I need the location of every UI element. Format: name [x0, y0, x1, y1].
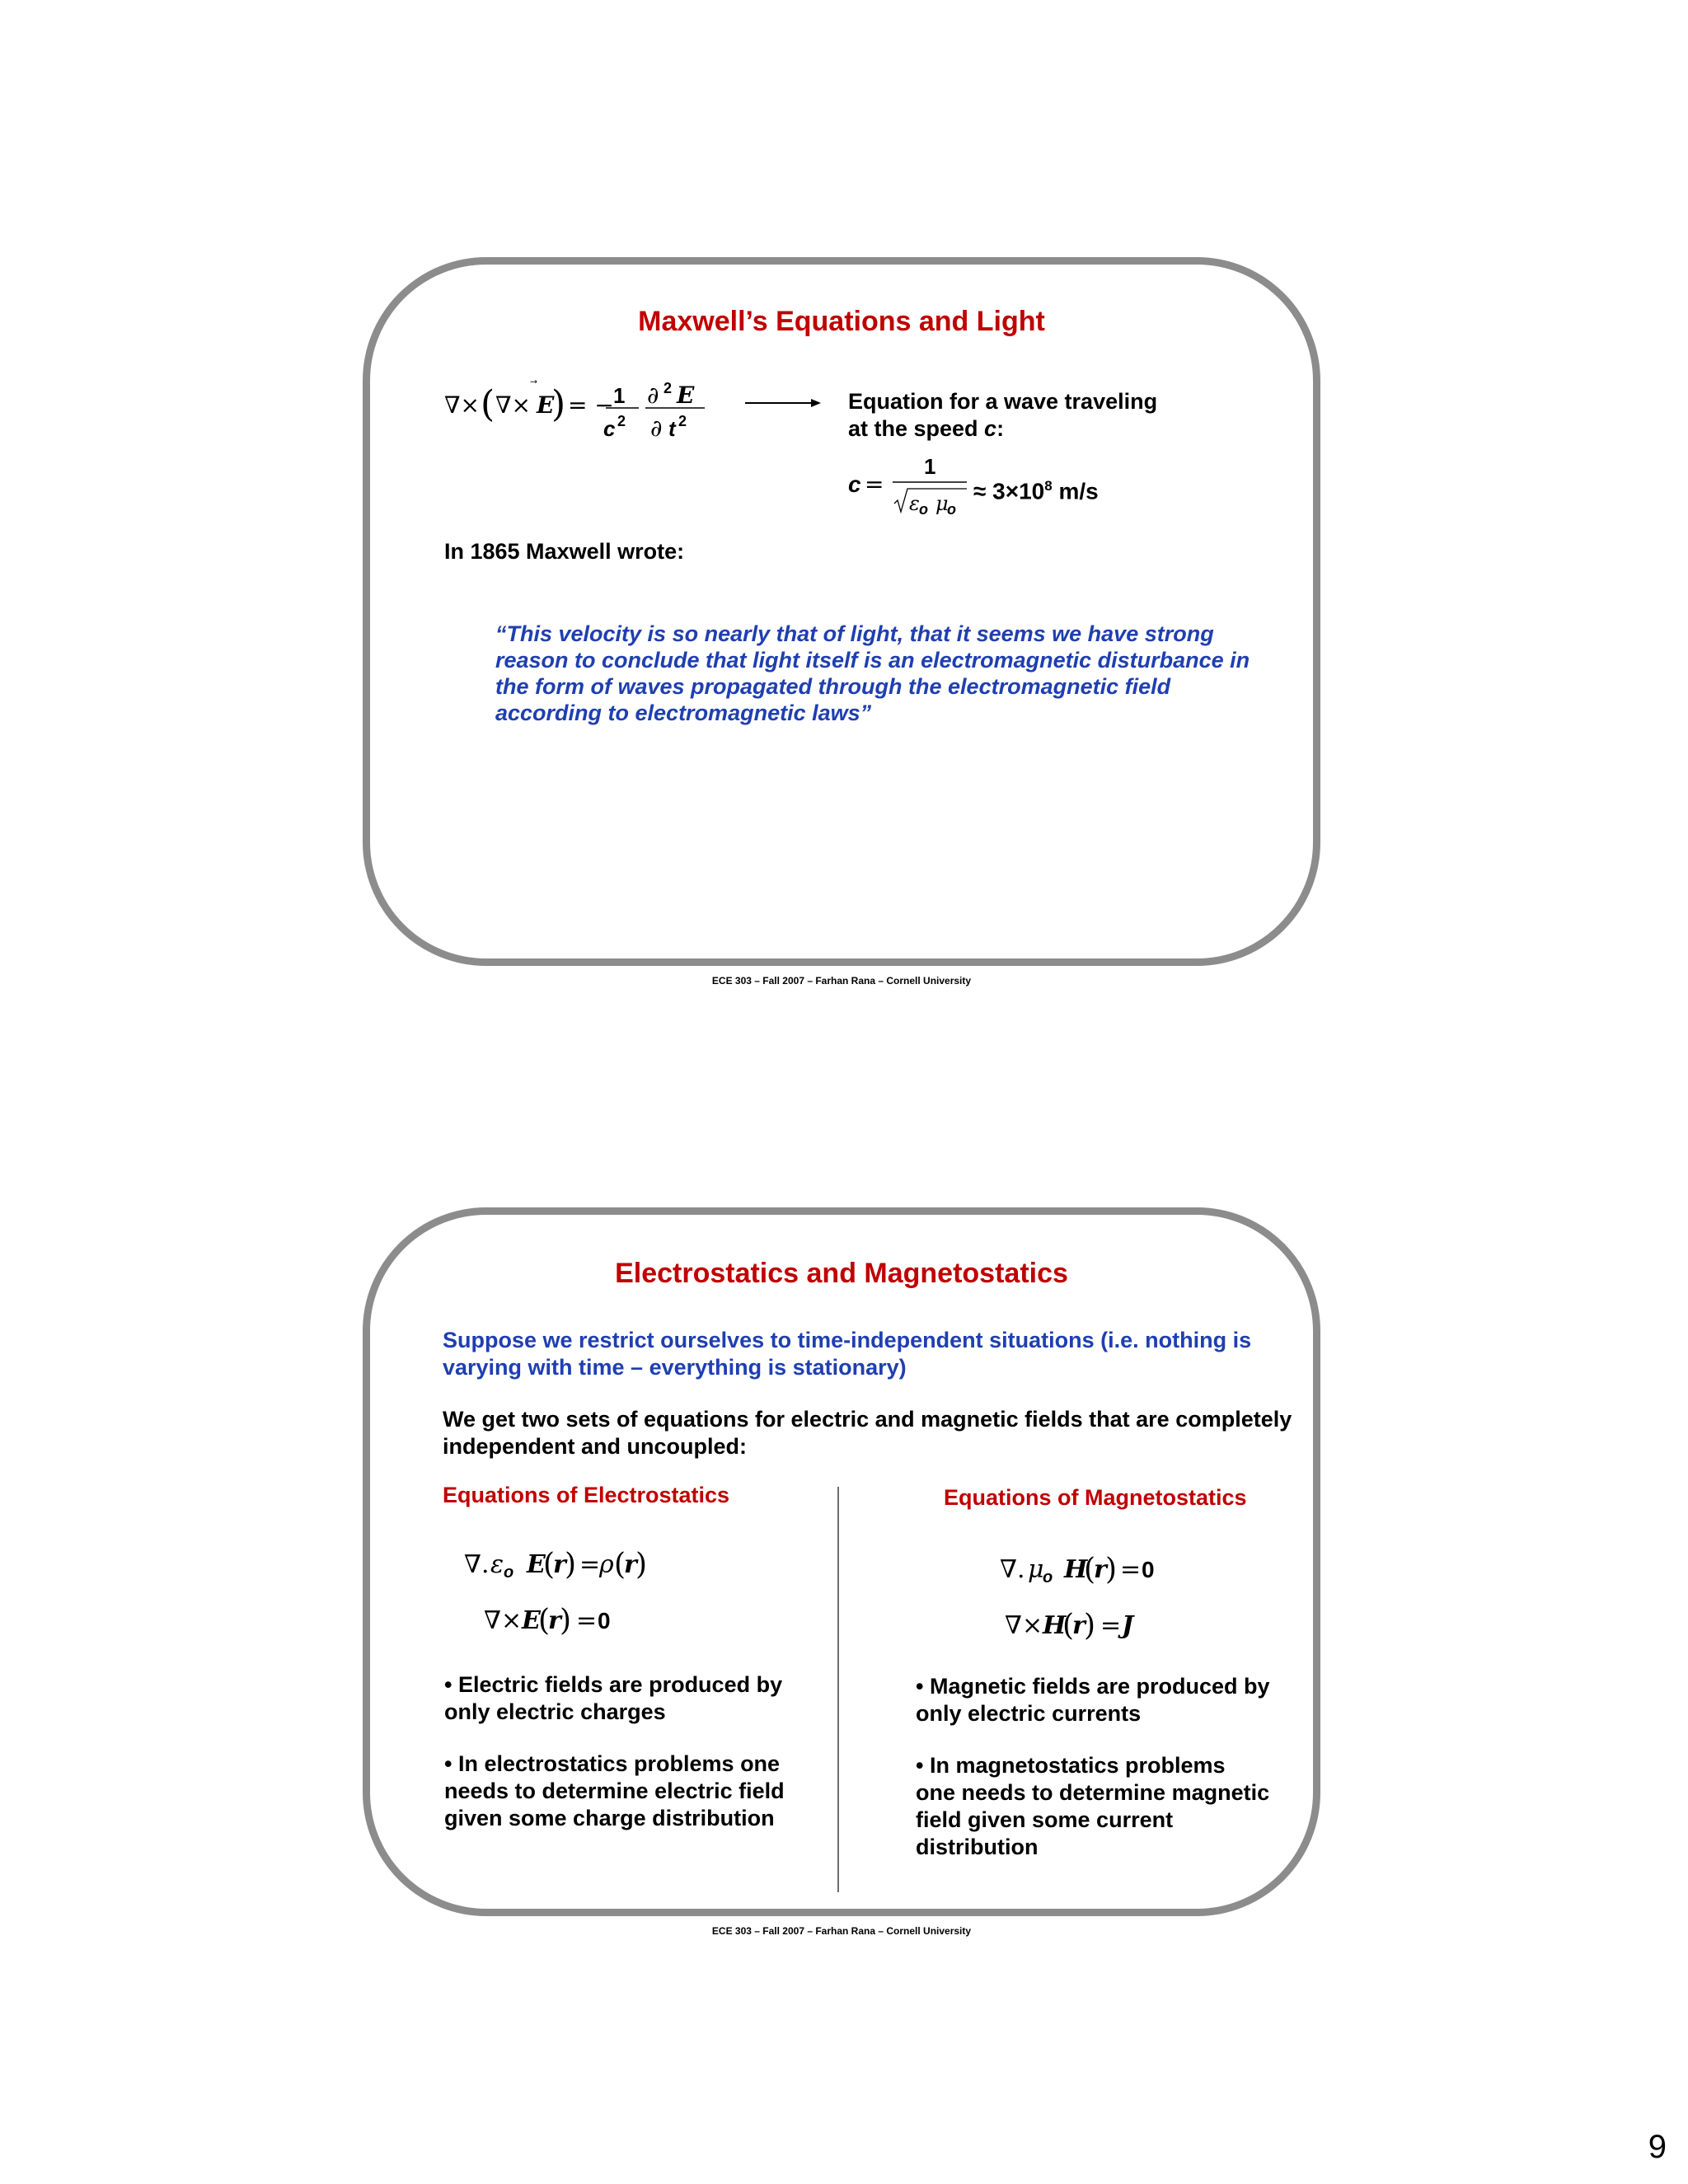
list-item: • Electric fields are produced by only electric charges [444, 1672, 783, 1724]
svg-text:=: = [579, 1550, 601, 1579]
svg-text:⃗ [530, 380, 537, 383]
list-item: • Magnetic fields are produced by only electric currents [916, 1674, 1270, 1726]
page-number: 9 [1648, 2129, 1667, 2165]
svg-text:∇×: ∇× [444, 391, 481, 419]
intro-black: We get two sets of equations for electric and magnetic fields that are completely independent and uncoupled: [443, 1407, 1292, 1459]
magnetostatics-bullets [916, 1673, 1270, 1861]
svg-text:∇×: ∇× [484, 1606, 523, 1635]
svg-text:=: = [865, 471, 884, 498]
svg-text:∇×: ∇× [1005, 1611, 1043, 1640]
slide-footer: ECE 303 – Fall 2007 – Farhan Rana – Cornell University [711, 975, 972, 987]
svg-text:): ) [635, 1548, 648, 1582]
electrostatics-heading: Equations of Electrostatics [443, 1483, 730, 1507]
svg-text:ρ: ρ [599, 1550, 614, 1579]
svg-text:=: = [576, 1606, 598, 1635]
svg-text:o: o [947, 501, 956, 518]
svg-text:∂: ∂ [650, 415, 663, 442]
svg-text:ε: ε [490, 1550, 504, 1579]
maxwell-quote: “This velocity is so nearly that of light, that it seems we have strong reason to conclude that light itself is an electromagnetic disturbance in the form of waves propagated through the electromagnetic field according to electromagnetic laws” [495, 621, 1250, 725]
slide-electro-magnetostatics [363, 1207, 1320, 1916]
svg-text:∂: ∂ [647, 382, 659, 409]
svg-text:∇.: ∇. [1000, 1555, 1025, 1584]
svg-text:1: 1 [613, 383, 626, 408]
svg-text:): ) [551, 383, 566, 425]
svg-text:μ: μ [1028, 1555, 1044, 1584]
svg-text:∇×: ∇× [495, 391, 532, 419]
magnetostatics-heading: Equations of Magnetostatics [944, 1485, 1247, 1510]
svg-text:r: r [1094, 1555, 1107, 1584]
intro-blue: Suppose we restrict ourselves to time-independent situations (i.e. nothing is varying with time – everything is stationary) [443, 1328, 1252, 1380]
svg-text:H: H [1043, 1611, 1067, 1640]
list-item: • In electrostatics problems one needs to determine electric field given some charge distribution [444, 1751, 785, 1830]
svg-text:r: r [548, 1606, 561, 1635]
svg-text:∇.: ∇. [464, 1550, 490, 1579]
svg-text:1: 1 [924, 454, 936, 479]
svg-text:): ) [560, 1604, 572, 1638]
speed-equation: c = 1 ε o μ o ≈ $3\times 10^8$ m/s [848, 454, 1099, 518]
svg-text:o: o [504, 1563, 514, 1582]
svg-text:(: ( [481, 383, 495, 425]
svg-text:H: H [1064, 1555, 1088, 1584]
svg-text:2: 2 [663, 380, 673, 396]
svg-text:): ) [1084, 1609, 1096, 1643]
svg-text:c: c [848, 471, 861, 497]
slide-title: Maxwell’s Equations and Light [638, 306, 1045, 337]
electrostatics-equations [461, 1543, 675, 1642]
intro-text: In 1865 Maxwell wrote: [444, 539, 685, 564]
svg-text:2: 2 [617, 413, 626, 429]
slide-maxwell-light [363, 257, 1320, 966]
svg-text:J: J [1122, 1611, 1134, 1640]
svg-text:): ) [565, 1548, 577, 1582]
svg-text:(: ( [1084, 1553, 1096, 1586]
svg-text:): ) [1105, 1553, 1118, 1586]
slide-footer: ECE 303 – Fall 2007 – Farhan Rana – Cornell University [711, 1925, 972, 1937]
svg-text:ε: ε [909, 492, 920, 515]
svg-text:0: 0 [1142, 1557, 1155, 1582]
svg-text:E: E [677, 382, 695, 409]
svg-text:r: r [1072, 1611, 1085, 1640]
svg-text:o: o [919, 501, 928, 518]
svg-text:(: ( [614, 1548, 626, 1582]
svg-text:2: 2 [678, 413, 687, 429]
column-divider [837, 1487, 839, 1892]
right-arrow-icon [745, 396, 821, 410]
wave-equation [444, 363, 716, 446]
svg-text:E: E [522, 1606, 541, 1635]
magnetostatics-equations [996, 1548, 1194, 1647]
svg-text:=: = [1120, 1555, 1142, 1584]
svg-text:μ: μ [935, 492, 949, 515]
svg-text:r: r [553, 1550, 566, 1579]
svg-text:t: t [668, 416, 676, 441]
svg-text:= −: = − [568, 391, 614, 419]
svg-text:(: ( [538, 1604, 551, 1638]
list-item: • In magnetostatics problems one needs to determine magnetic field given some current distribution [916, 1753, 1270, 1859]
svg-text:0: 0 [598, 1608, 611, 1633]
svg-text:r: r [624, 1550, 637, 1579]
electrostatics-bullets [444, 1671, 785, 1832]
svg-text:c: c [603, 416, 616, 441]
speed-fraction [848, 452, 980, 518]
slide-title: Electrostatics and Magnetostatics [615, 1258, 1068, 1289]
svg-text:E: E [527, 1550, 546, 1579]
svg-text:E: E [537, 391, 555, 419]
svg-text:(: ( [543, 1548, 556, 1582]
svg-text:(: ( [1062, 1609, 1075, 1643]
svg-text:=: = [1100, 1611, 1122, 1640]
svg-text:o: o [1043, 1568, 1053, 1586]
wave-caption: Equation for a wave traveling at the speed c: [848, 389, 1158, 441]
